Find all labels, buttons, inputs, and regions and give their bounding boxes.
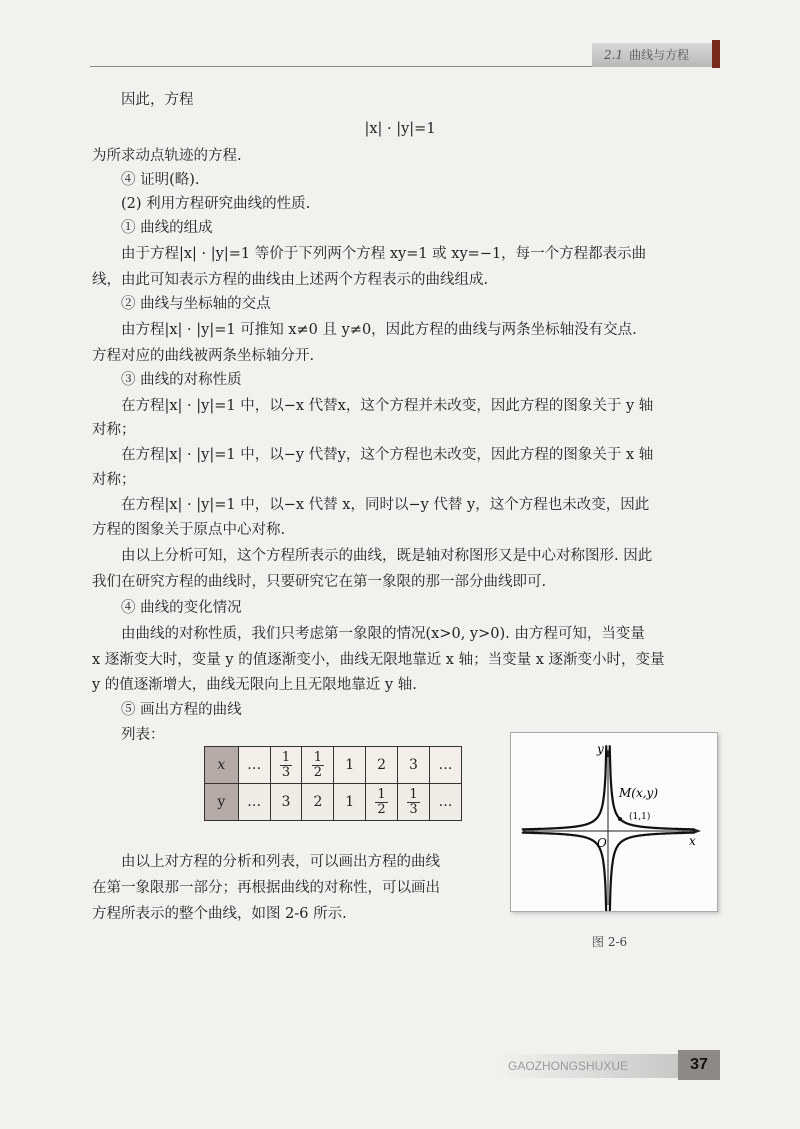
- section-number: 2.1: [604, 48, 624, 62]
- text-line: 方程对应的曲线被两条坐标轴分开.: [92, 348, 315, 364]
- text-line: 由以上分析可知，这个方程所表示的曲线，既是轴对称图形又是中心对称图形. 因此: [121, 548, 653, 564]
- section-title: 曲线与方程: [629, 48, 690, 62]
- fraction-denominator: 2: [377, 801, 386, 817]
- subheading: ④ 曲线的变化情况: [121, 600, 242, 616]
- header-accent-bar: [712, 40, 720, 68]
- table-cell: 3: [270, 784, 302, 821]
- table-cell: 2: [302, 784, 334, 821]
- fraction-numerator: 1: [409, 786, 418, 802]
- text-line: 方程的图象关于原点中心对称.: [92, 522, 286, 538]
- table-cell: …: [429, 747, 461, 784]
- table-cell: 1: [334, 784, 366, 821]
- equation: |x| · |y|=1: [364, 121, 436, 137]
- fraction-denominator: 2: [313, 764, 323, 780]
- text-line: 对称；: [92, 472, 136, 488]
- table-cell: …: [429, 784, 461, 821]
- table-cell: [302, 747, 334, 784]
- text-line: ④ 证明(略).: [121, 172, 200, 188]
- text-line: 在方程|x| · |y|=1 中，以−x 代替 x，同时以−y 代替 y，这个方程也未改变，因此: [121, 497, 650, 513]
- fraction-denominator: 3: [409, 801, 418, 817]
- footer-brand: GAOZHONGSHUXUE: [508, 1059, 629, 1073]
- subheading: ⑤ 画出方程的曲线: [121, 702, 242, 718]
- text-line: y 的值逐渐增大，曲线无限向上且无限地靠近 y 轴.: [92, 677, 417, 693]
- subheading: ② 曲线与坐标轴的交点: [121, 296, 271, 312]
- subheading: ③ 曲线的对称性质: [121, 372, 242, 388]
- text-line: 在方程|x| · |y|=1 中，以−y 代替y，这个方程也未改变，因此方程的图象关于 x 轴: [121, 447, 654, 463]
- text-line: x 逐渐变大时，变量 y 的值逐渐变小，曲线无限地靠近 x 轴；当变量 x 逐渐变小时，变量: [92, 652, 665, 668]
- text-line: 由以上对方程的分析和列表，可以画出方程的曲线: [121, 854, 440, 870]
- figure-hyperbola: [510, 732, 718, 912]
- table-cell: …: [238, 747, 270, 784]
- text-line: 由曲线的对称性质，我们只考虑第一象限的情况(x>0, y>0). 由方程可知，当变量: [121, 626, 645, 642]
- text-line: 方程所表示的整个曲线，如图 2-6 所示.: [92, 906, 347, 922]
- text-line: 我们在研究方程的曲线时，只要研究它在第一象限的那一部分曲线即可.: [92, 574, 547, 590]
- text-line: (2) 利用方程研究曲线的性质.: [121, 196, 311, 212]
- table-cell: [366, 784, 398, 821]
- table-cell: [270, 747, 302, 784]
- figure-caption: 图 2-6: [592, 935, 628, 949]
- curve-branch-q4: [610, 833, 695, 911]
- hyperbola-plot: [511, 733, 717, 911]
- section-header: [592, 43, 712, 67]
- y-axis-label: y: [597, 742, 604, 756]
- fraction-numerator: 1: [313, 749, 323, 765]
- table-cell: [398, 784, 430, 821]
- point-label: M(x,y): [619, 786, 659, 800]
- value-table: [204, 746, 462, 821]
- fraction-numerator: 1: [377, 786, 386, 802]
- x-axis-label: x: [689, 834, 696, 848]
- page-number: 37: [678, 1050, 720, 1080]
- table-cell: 1: [334, 747, 366, 784]
- text-line: 为所求动点轨迹的方程.: [92, 148, 242, 164]
- text-line: 线，由此可知表示方程的曲线由上述两个方程表示的曲线组成.: [92, 272, 489, 288]
- table-row-label-y: y: [205, 784, 239, 821]
- fraction-numerator: 1: [281, 749, 291, 765]
- text-line: 由于方程|x| · |y|=1 等价于下列两个方程 xy=1 或 xy=−1，每一个方程都表示曲: [121, 246, 647, 262]
- origin-label: O: [597, 836, 607, 850]
- text-line: 在方程|x| · |y|=1 中，以−x 代替x，这个方程并未改变，因此方程的图象关于 y 轴: [121, 398, 654, 414]
- point-coords-label: (1,1): [629, 812, 651, 822]
- text-line: 对称；: [92, 422, 136, 438]
- curve-branch-q3: [522, 833, 607, 911]
- table-row-label-x: x: [205, 747, 239, 784]
- table-cell: 2: [366, 747, 398, 784]
- text-line: 因此，方程: [121, 92, 194, 108]
- curve-branch-q2: [522, 745, 607, 829]
- subheading: ① 曲线的组成: [121, 220, 213, 236]
- table-cell: …: [238, 784, 270, 821]
- point-marker: [618, 817, 622, 821]
- text-line: 在第一象限那一部分；再根据曲线的对称性，可以画出: [92, 880, 440, 896]
- text-line: 列表：: [121, 727, 165, 743]
- text-line: 由方程|x| · |y|=1 可推知 x≠0 且 y≠0，因此方程的曲线与两条坐标轴没有交点.: [121, 322, 637, 338]
- fraction-denominator: 3: [281, 764, 291, 780]
- table-cell: 3: [398, 747, 430, 784]
